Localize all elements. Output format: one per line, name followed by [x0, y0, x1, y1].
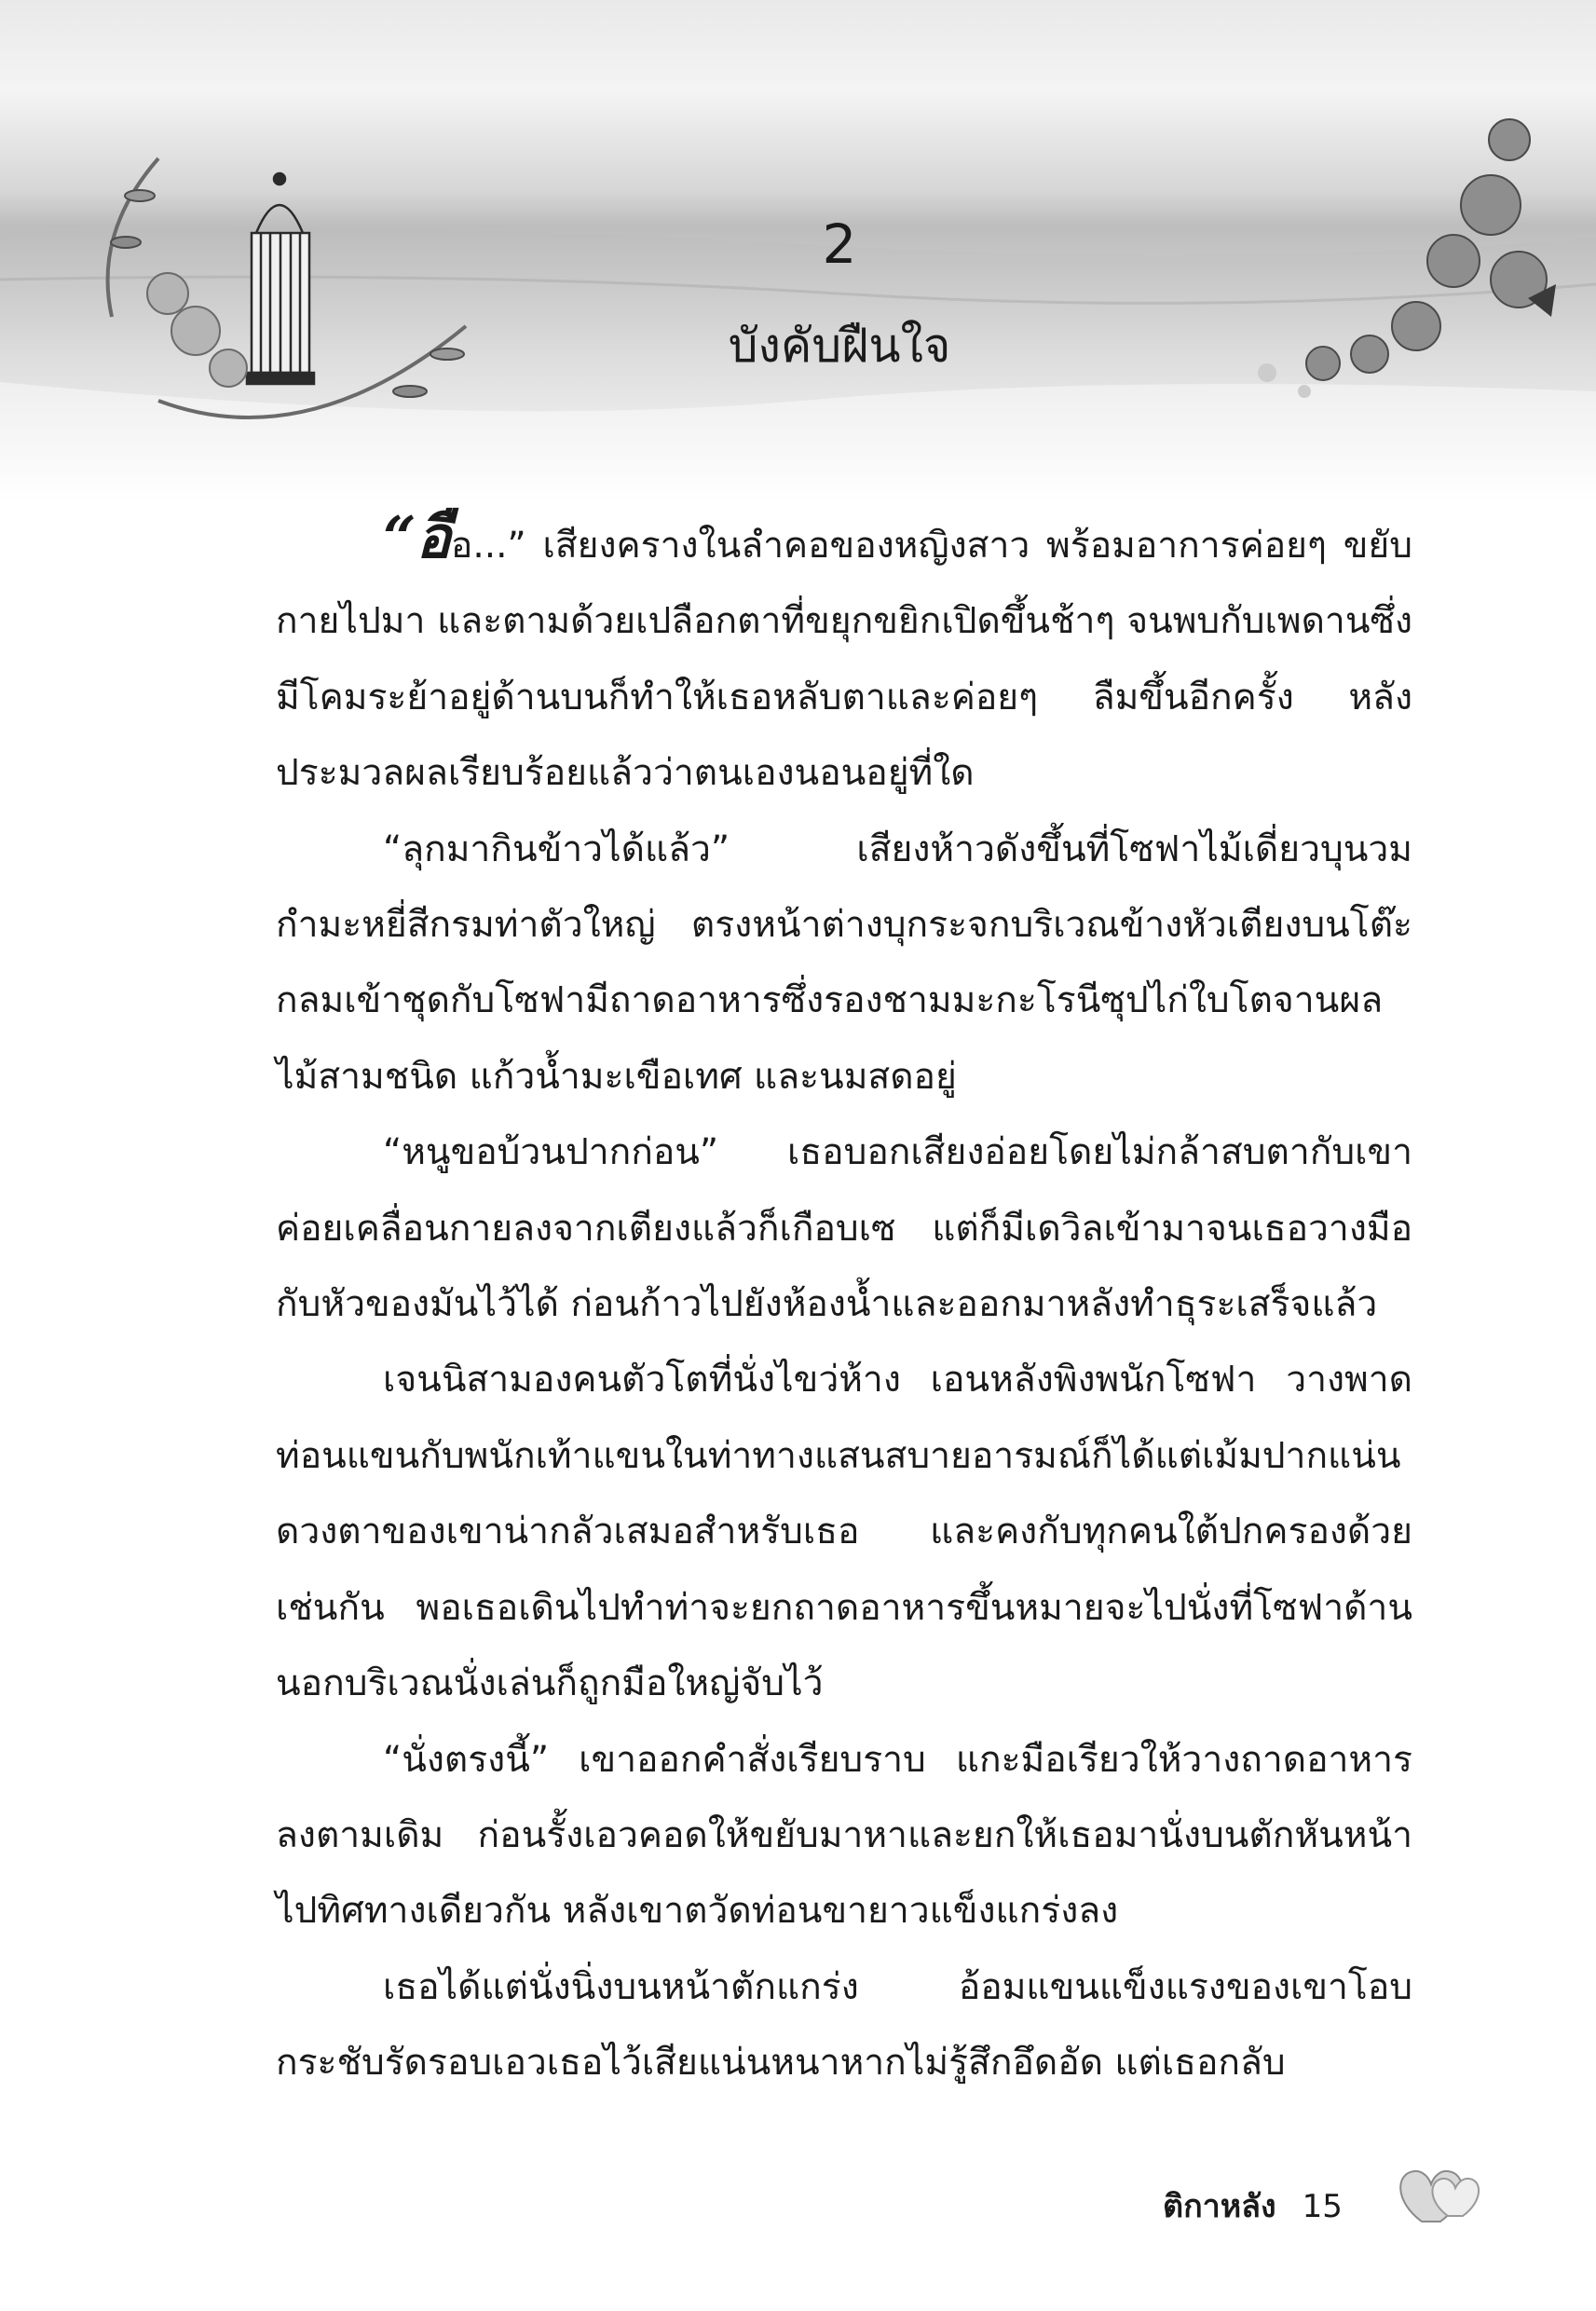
paragraph-5: “นั่งตรงนี้” เขาออกคำสั่งเรียบราบ แกะมือเรียวให้วางถาดอาหารลงตามเดิม ก่อนรั้งเอวคอดให้ขยับมาหาและยกให้เธอมานั่งบนตักหันหน้าไปทิศทางเดียวกัน หลังเขาตวัดท่อนขายาวแข็งแกร่งลง [276, 1738, 1412, 1933]
drop-cap: “อื [383, 503, 451, 571]
page-number: 15 [1302, 2188, 1343, 2225]
page-footer [1163, 2181, 1343, 2231]
chapter-body [276, 503, 1412, 2101]
paragraph-1-text: อ...” เสียงครางในลำคอของหญิงสาว พร้อมอาการค่อยๆ ขยับกายไปมา และตามด้วยเปลือกตาที่ขยุกขยิกเปิดขึ้นช้าๆ จนพบกับเพดานซึ่งมีโคมระย้าอยู่ด้านบนก็ทำให้เธอหลับตาและค่อยๆ ลืมขึ้นอีกครั้ง หลังประมวลผลเรียบร้อยแล้วว่าตนเองนอนอยู่ที่ใด [276, 525, 1412, 795]
paragraph-6: เธอได้แต่นั่งนิ่งบนหน้าตักแกร่ง อ้อมแขนแข็งแรงของเขาโอบกระชับรัดรอบเอวเธอไว้เสียแน่นหนาหากไม่รู้สึกอึดอัด แต่เธอกลับ [276, 1965, 1412, 2085]
paragraph-3: “หนูขอบ้วนปากก่อน” เธอบอกเสียงอ่อยโดยไม่กล้าสบตากับเขาค่อยเคลื่อนกายลงจากเตียงแล้วก็เกือบเซ แต่ก็มีเดวิลเข้ามาจนเธอวางมือกับหัวของมันไว้ได้ ก่อนก้าวไปยังห้องน้ำและออกมาหลังทำธุระเสร็จแล้ว [276, 1131, 1412, 1326]
paragraph-2: “ลุกมากินข้าวได้แล้ว” เสียงห้าวดังขึ้นที่โซฟาไม้เดี่ยวบุนวมกำมะหยี่สีกรมท่าตัวใหญ่ ตรงหน้าต่างบุกระจกบริเวณข้างหัวเตียงบนโต๊ะกลมเข้าชุดกับโซฟามีถาดอาหารซึ่งรองชามมะกะโรนีซุปไก่ใบโตจานผลไม้สามชนิด แก้วน้ำมะเขือเทศ และนมสดอยู่ [276, 827, 1412, 1098]
chapter-title: บังคับฝืนใจ [728, 319, 951, 373]
paragraph-4: เจนนิสามองคนตัวโตที่นั่งไขว่ห้าง เอนหลังพิงพนักโซฟา วางพาดท่อนแขนกับพนักเท้าแขนในท่าทางแสนสบายอารมณ์ก็ได้แต่เม้มปากแน่น ดวงตาของเขาน่ากลัวเสมอสำหรับเธอ และคงกับทุกคนใต้ปกครองด้วยเช่นกัน พอเธอเดินไปทำท่าจะยกถาดอาหารขึ้นหมายจะไปนั่งที่โซฟาด้านนอกบริเวณนั่งเล่นก็ถูกมือใหญ่จับไว้ [276, 1359, 1412, 1705]
chapter-number: 2 [822, 212, 857, 276]
paragraph-1 [276, 503, 1412, 812]
hearts-icon [1394, 2160, 1487, 2227]
running-book-title: ติกาหลัง [1163, 2188, 1276, 2225]
birdcage-flower-illustration [75, 121, 503, 457]
